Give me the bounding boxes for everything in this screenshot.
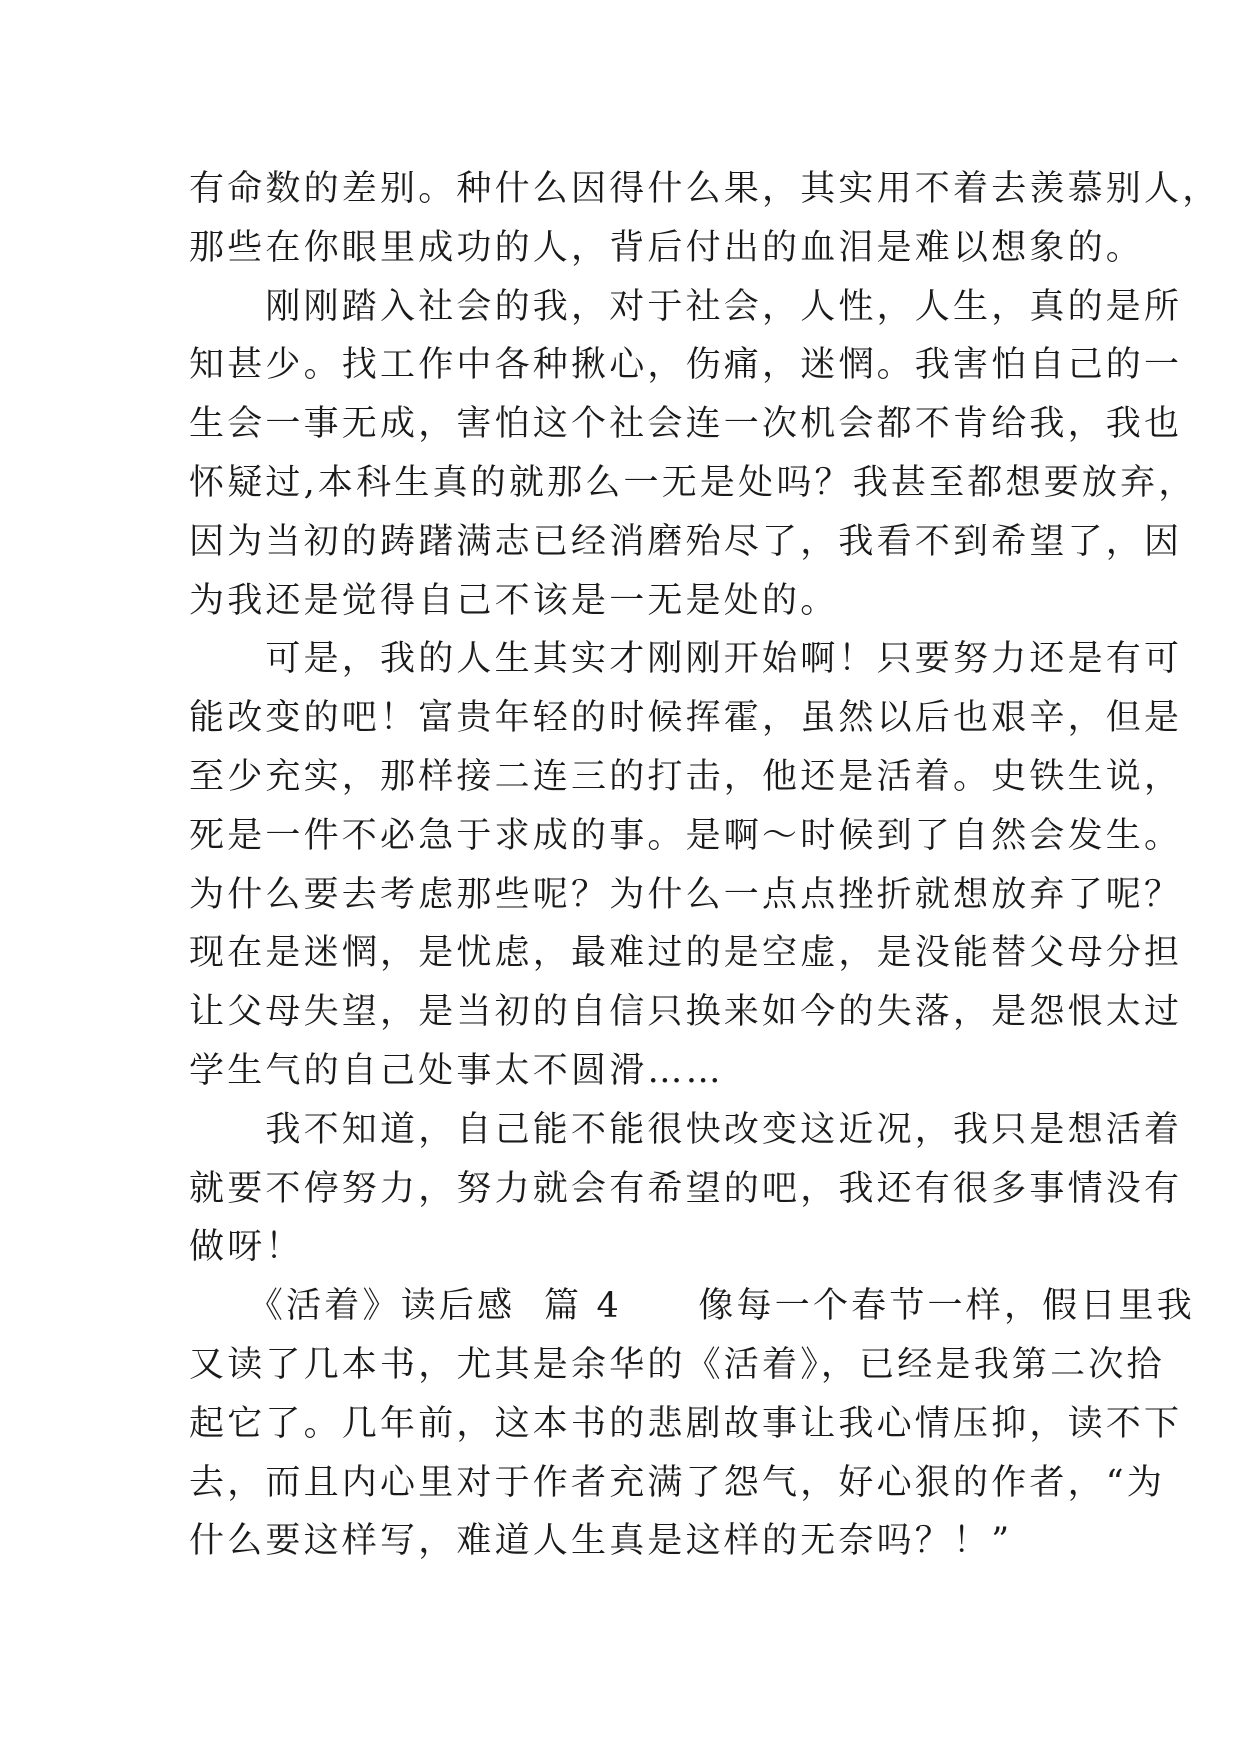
text-line: 死是一件不必急于求成的事。是啊～时候到了自然会发生。	[189, 815, 1183, 856]
text-line: 怀疑过,本科生真的就那么一无是处吗？我甚至都想要放弃，	[189, 462, 1197, 503]
text-line: 至少充实，那样接二连三的打击，他还是活着。史铁生说，	[189, 756, 1183, 797]
text-line: 让父母失望，是当初的自信只换来如今的失落，是怨恨太过	[189, 992, 1183, 1033]
text-line: 就要不停努力，努力就会有希望的吧，我还有很多事情没有	[189, 1168, 1183, 1209]
text-line: 为我还是觉得自己不该是一无是处的。	[189, 580, 839, 621]
document-body	[189, 160, 1221, 1571]
text-line: 刚刚踏入社会的我，对于社会，人性，人生，真的是所	[189, 286, 1183, 327]
text-line: 可是，我的人生其实才刚刚开始啊！只要努力还是有可	[189, 639, 1183, 680]
text-line: 去，而且内心里对于作者充满了怨气，好心狠的作者，“为	[189, 1462, 1166, 1503]
text-line: 有命数的差别。种什么因得什么果，其实用不着去羡慕别人，	[189, 169, 1221, 209]
text-line: 知甚少。找工作中各种揪心，伤痛，迷惘。我害怕自己的一	[189, 345, 1183, 386]
text-line: 那些在你眼里成功的人，背后付出的血泪是难以想象的。	[189, 227, 1145, 268]
text-line: 《活着》读后感 篇 4 像每一个春节一样，假日里我	[189, 1286, 1195, 1327]
text-line: 生会一事无成，害怕这个社会连一次机会都不肯给我，我也	[189, 404, 1183, 445]
text-line: 能改变的吧！富贵年轻的时候挥霍，虽然以后也艰辛，但是	[189, 698, 1183, 739]
text-line: 什么要这样写，难道人生真是这样的无奈吗？！”	[189, 1521, 1013, 1562]
text-line: 因为当初的踌躇满志已经消磨殆尽了，我看不到希望了，因	[189, 521, 1183, 562]
text-line: 现在是迷惘，是忧虑，最难过的是空虚，是没能替父母分担	[189, 933, 1183, 974]
text-line: 学生气的自己处事太不圆滑……	[189, 1050, 724, 1091]
text-line: 做呀！	[189, 1227, 304, 1268]
text-line: 为什么要去考虑那些呢？为什么一点点挫折就想放弃了呢？	[189, 874, 1183, 915]
text-line: 又读了几本书，尤其是余华的《活着》，已经是我第二次拾	[189, 1344, 1165, 1385]
text-line: 起它了。几年前，这本书的悲剧故事让我心情压抑，读不下	[189, 1403, 1183, 1444]
text-line: 我不知道，自己能不能很快改变这近况，我只是想活着	[189, 1109, 1183, 1150]
